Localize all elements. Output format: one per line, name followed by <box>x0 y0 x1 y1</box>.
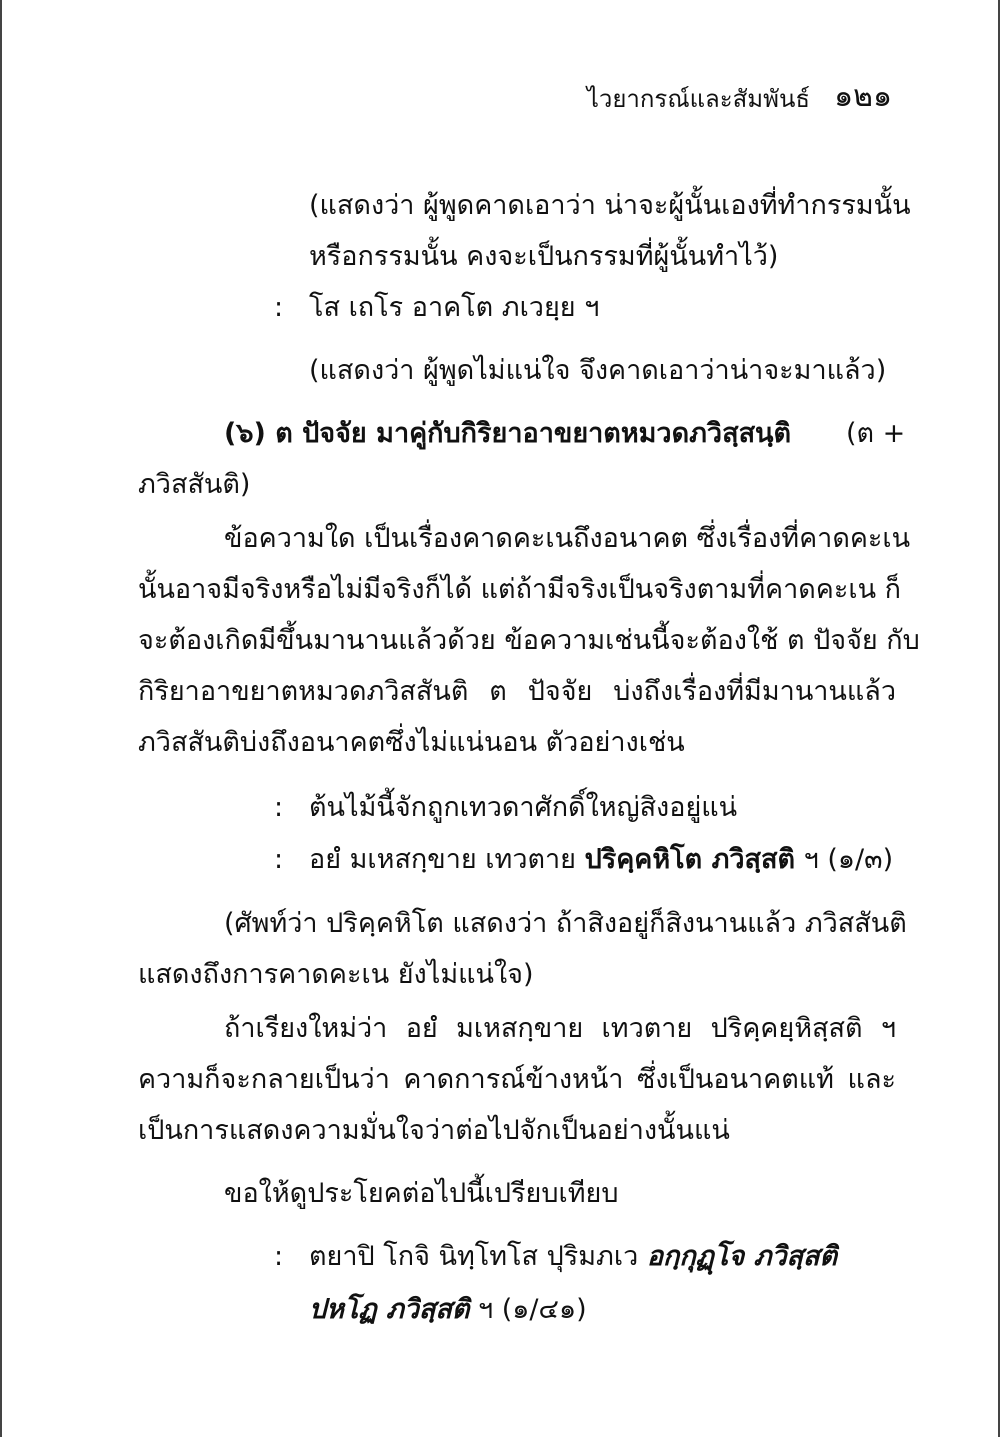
running-header-title: ไวยากรณ์และสัมพันธ์ <box>586 85 810 113</box>
paragraph-1-line-2: นั้นอาจมีจริงหรือไม่มีจริงก็ได้ แต่ถ้ามีจริงเป็นจริงตามที่คาดคะเน ก็ <box>138 574 901 605</box>
paragraph-1-line-1: ข้อความใด เป็นเรื่องคาดคะเนถึงอนาคต ซึ่งเรื่องที่คาดคะเน <box>224 523 911 554</box>
paragraph-3: ขอให้ดูประโยคต่อไปนี้เปรียบเทียบ <box>224 1178 619 1209</box>
text-line-1: (แสดงว่า ผู้พูดคาดเอาว่า น่าจะผู้นั้นเองที่ทำกรรมนั้น <box>309 190 911 221</box>
example-pali-2 <box>309 840 893 880</box>
section-heading: (๖) ต ปัจจัย มาคู่กับกิริยาอาขยาตหมวดภวิสฺสนฺติ <box>224 418 792 449</box>
text-line-2: หรือกรรมนั้น คงจะเป็นกรรมที่ผู้นั้นทำไว้) <box>309 241 779 272</box>
example-colon: : <box>274 792 284 823</box>
example-colon: : <box>274 1241 284 1272</box>
example-pali-2-part-a: อยํ มเหสกฺขาย เทวตาย <box>309 844 585 875</box>
example-colon: : <box>274 844 284 875</box>
example-pali-2-bold: ปริคฺคหิโต ภวิสฺสติ <box>584 844 796 875</box>
example-pali-3-line-2 <box>309 1290 587 1330</box>
page-number: ๑๒๑ <box>834 79 892 114</box>
example-pali-3-bold-b: ปหโฏ ภวิสฺสติ <box>309 1294 470 1325</box>
page-edge-left <box>0 0 2 1437</box>
paragraph-2-line-2: ความก็จะกลายเป็นว่า คาดการณ์ข้างหน้า ซึ่งเป็นอนาคตแท้ และ <box>138 1064 896 1095</box>
paragraph-1-line-5: ภวิสสันติบ่งถึงอนาคตซึ่งไม่แน่นอน ตัวอย่างเช่น <box>138 727 685 758</box>
example-pali-2-ref: ฯ (๑/๓) <box>795 844 894 875</box>
note-line-2: แสดงถึงการคาดคะเน ยังไม่แน่ใจ) <box>138 959 534 990</box>
text-line-4: (แสดงว่า ผู้พูดไม่แน่ใจ จึงคาดเอาว่าน่าจะมาแล้ว) <box>309 355 887 386</box>
example-thai: ต้นไม้นี้จักถูกเทวดาศักดิ์ใหญ่สิงอยู่แน่ <box>309 792 738 823</box>
example-pali-3-bold-a: อกฺกุฏฺโจ ภวิสฺสติ <box>646 1241 838 1272</box>
example-colon: : <box>274 292 284 323</box>
paragraph-2-line-3: เป็นการแสดงความมั่นใจว่าต่อไปจักเป็นอย่างนั้นแน่ <box>138 1115 730 1146</box>
example-pali-1: โส เถโร อาคโต ภเวยฺย ฯ <box>309 292 600 323</box>
section-heading-cont: ภวิสสันติ) <box>138 469 251 500</box>
example-pali-3-ref: ฯ (๑/๔๑) <box>469 1294 587 1325</box>
note-line-1: (ศัพท์ว่า ปริคฺคหิโต แสดงว่า ถ้าสิงอยู่ก็สิงนานแล้ว ภวิสสันติ <box>224 908 907 939</box>
section-heading-tail: (ต + <box>846 418 906 449</box>
paragraph-2-line-1: ถ้าเรียงใหม่ว่า อยํ มเหสกฺขาย เทวตาย ปริคฺคยฺหิสฺสติ ฯ <box>224 1013 896 1044</box>
example-pali-3-line-1 <box>309 1237 837 1277</box>
paragraph-1-line-4: กิริยาอาขยาตหมวดภวิสสันติ ต ปัจจัย บ่งถึงเรื่องที่มีมานานแล้ว <box>138 676 896 707</box>
paragraph-1-line-3: จะต้องเกิดมีขึ้นมานานแล้วด้วย ข้อความเช่นนี้จะต้องใช้ ต ปัจจัย กับ <box>138 625 920 656</box>
example-pali-3-part-a: ตยาปิ โกจิ นิทฺโทโส ปุริมภเว <box>309 1241 647 1272</box>
